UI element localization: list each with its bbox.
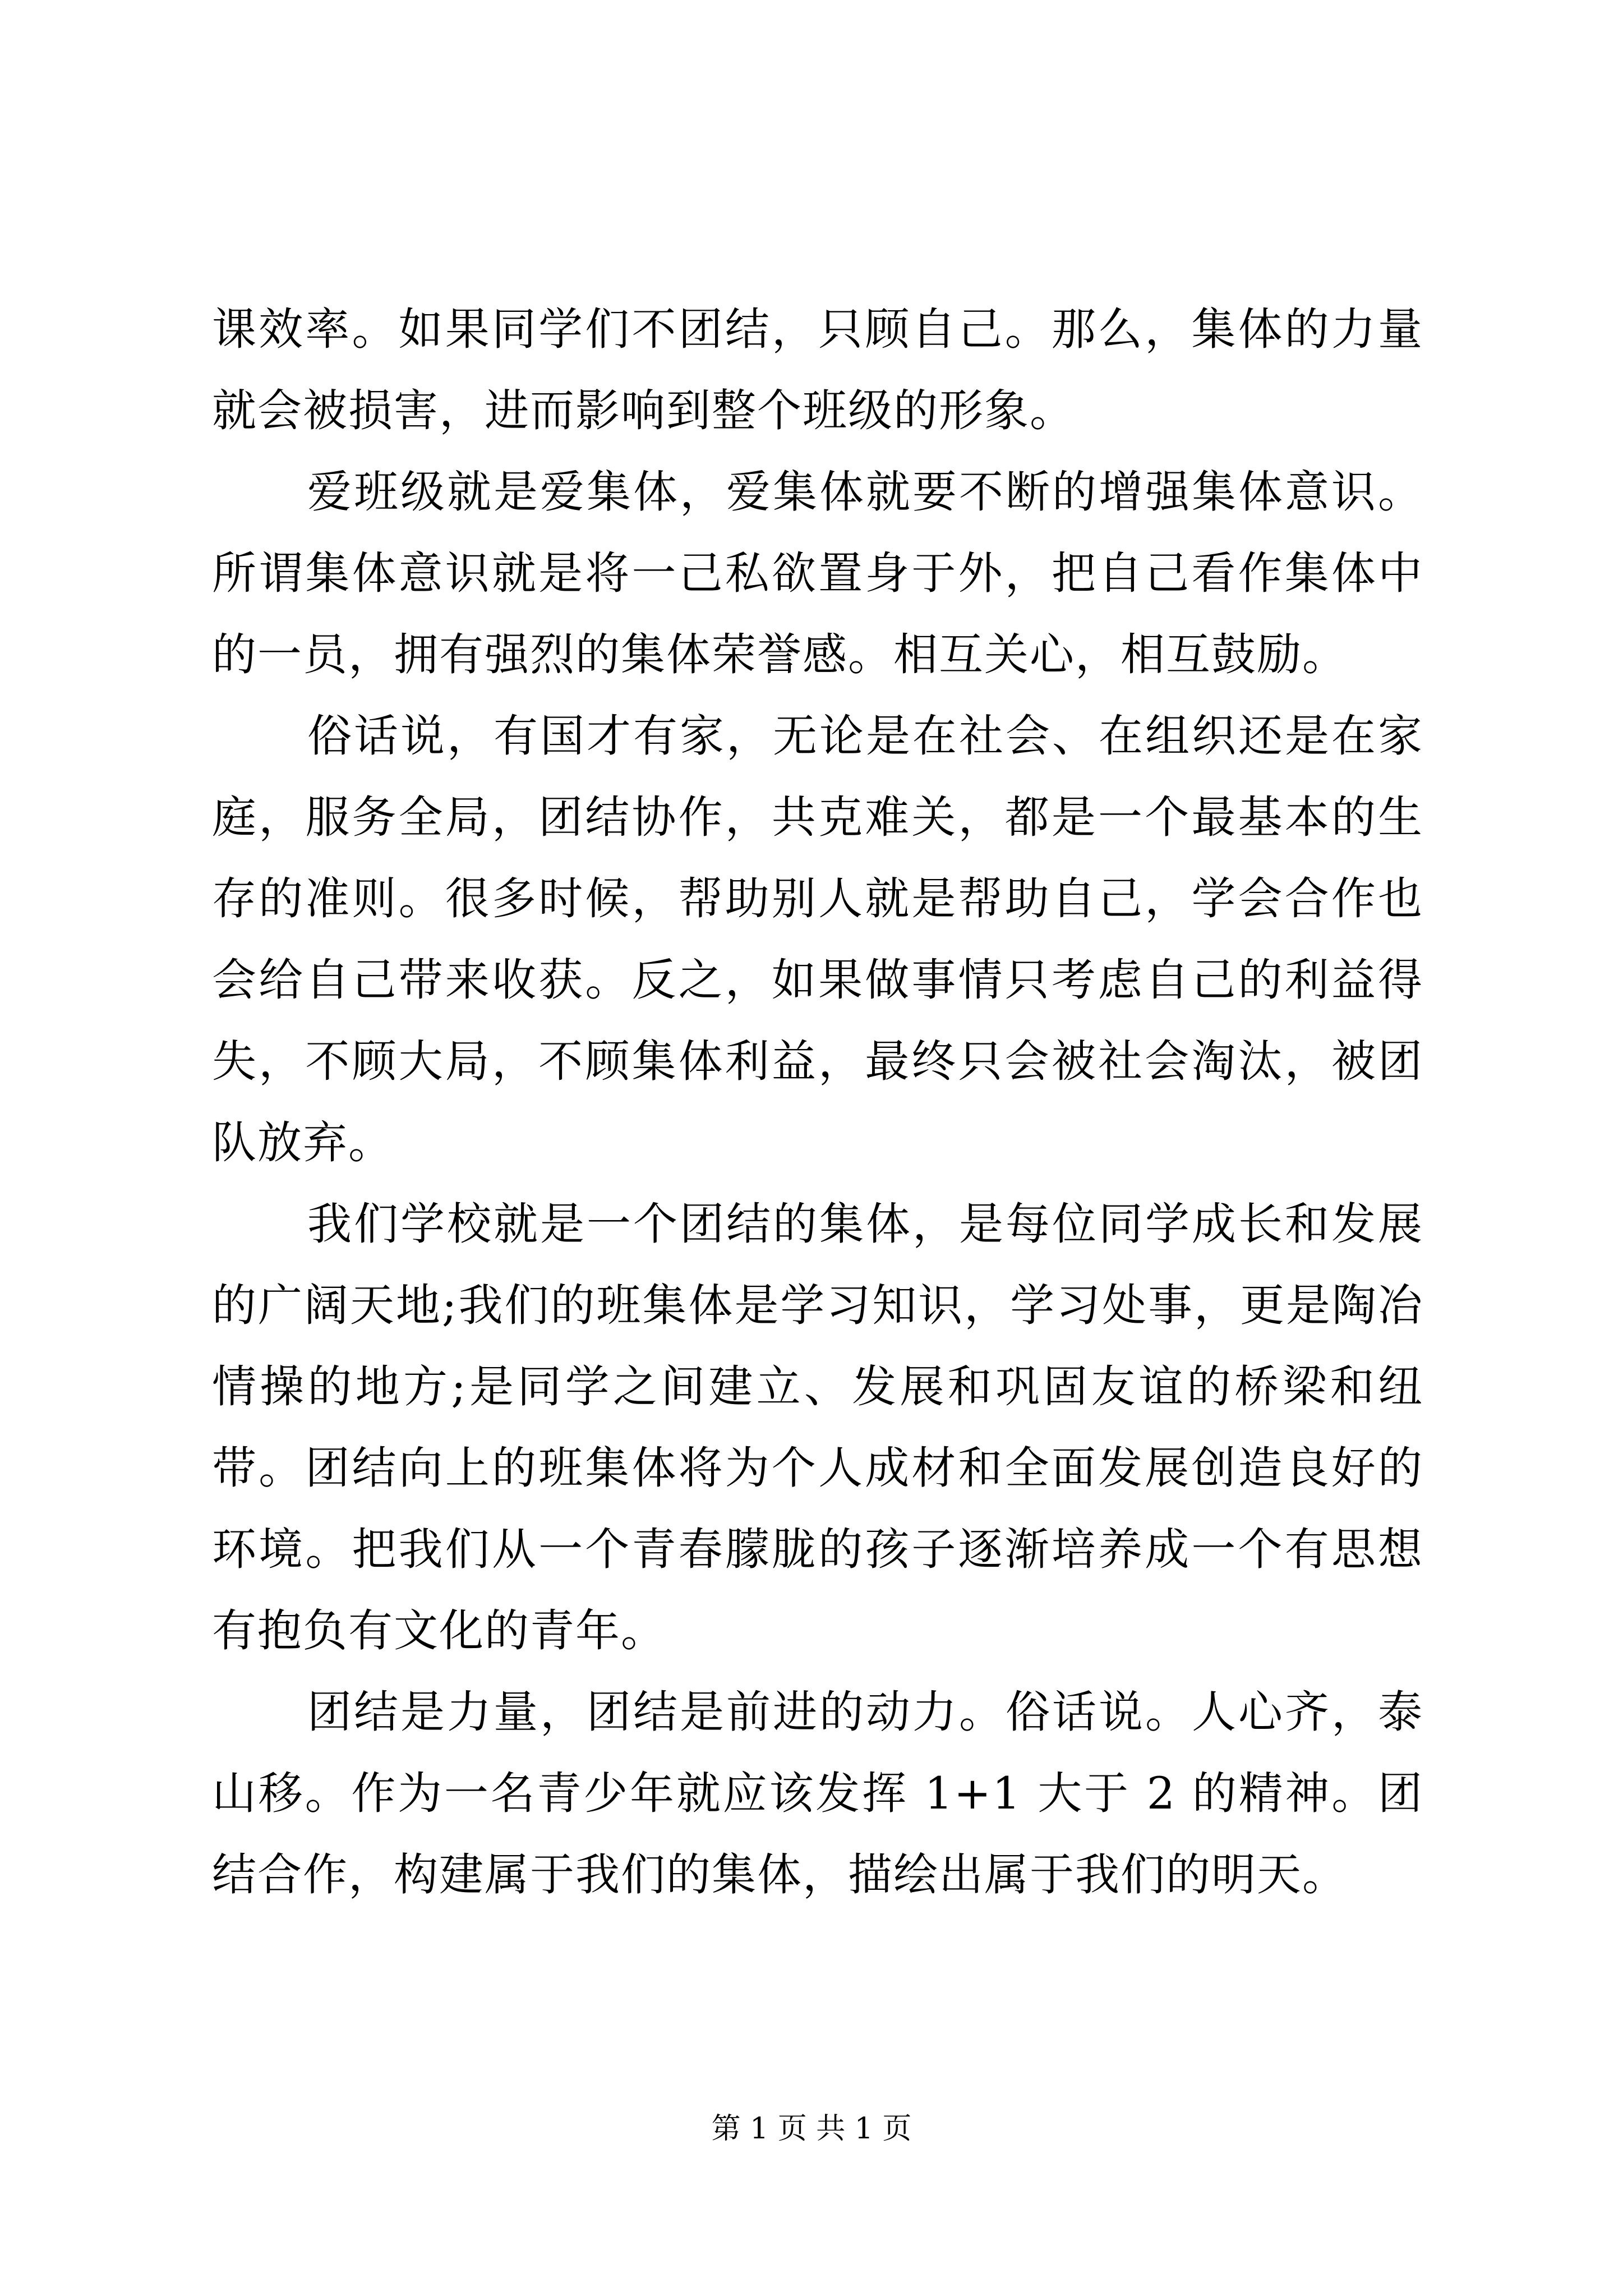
- page-footer: 第 1 页 共 1 页: [711, 2112, 912, 2146]
- document-body: [212, 289, 1423, 1916]
- paragraph: 俗话说，有国才有家，无论是在社会、在组织还是在家庭，服务全局，团结协作，共克难关，都是一个最基本的生存的准则。很多时候，帮助别人就是帮助自己，学会合作也会给自己带来收获。反之，如果做事情只考虑自己的利益得失，不顾大局，不顾集体利益，最终只会被社会淘汰，被团队放弃。: [212, 710, 1423, 1168]
- paragraph: 爱班级就是爱集体，爱集体就要不断的增强集体意识。所谓集体意识就是将一己私欲置身于外，把自己看作集体中的一员，拥有强烈的集体荣誉感。相互关心，相互鼓励。: [212, 466, 1423, 680]
- paragraph: 团结是力量，团结是前进的动力。俗话说。人心齐，泰山移。作为一名青少年就应该发挥 1+1 大于 2 的精神。团结合作，构建属于我们的集体，描绘出属于我们的明天。: [212, 1686, 1423, 1901]
- paragraph-continued: 课效率。如果同学们不团结，只顾自己。那么，集体的力量就会被损害，进而影响到整个班级的形象。: [212, 303, 1423, 436]
- paragraph: 我们学校就是一个团结的集体，是每位同学成长和发展的广阔天地;我们的班集体是学习知识，学习处事，更是陶冶情操的地方;是同学之间建立、发展和巩固友谊的桥梁和纽带。团结向上的班集体将为个人成材和全面发展创造良好的环境。把我们从一个青春朦胧的孩子逐渐培养成一个有思想有抱负有文化的青年。: [212, 1198, 1423, 1657]
